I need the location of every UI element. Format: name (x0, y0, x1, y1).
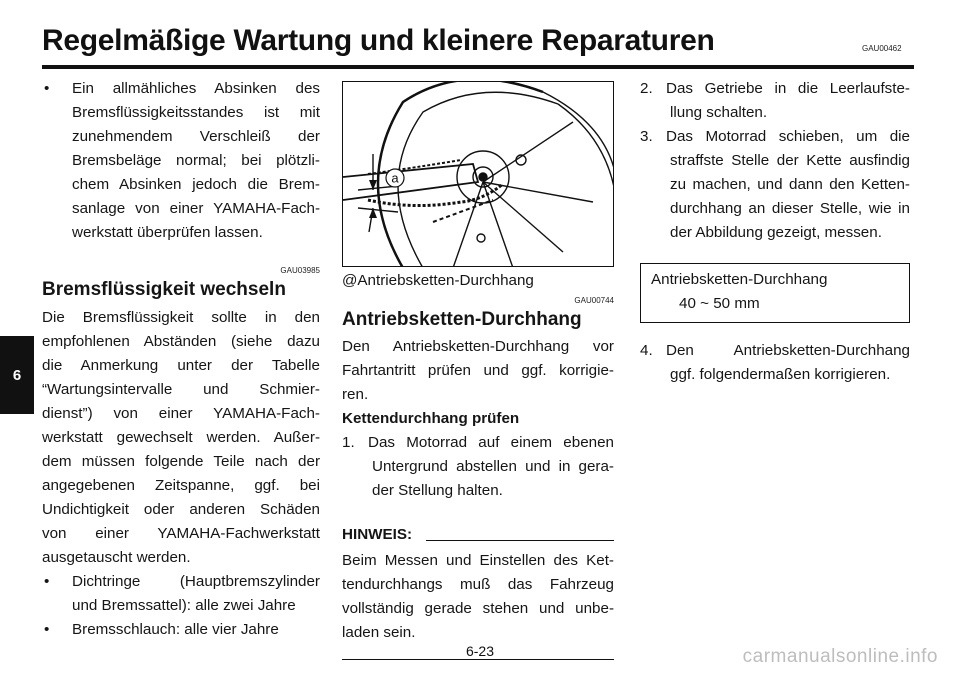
title-code: GAU00462 (862, 44, 902, 53)
step-number: 2. (640, 80, 653, 97)
para-line: dienst”) von einer YAMAHA-Fach- (42, 405, 320, 422)
section-paragraph (42, 306, 320, 570)
bullet-line: Bremsflüssigkeitsstandes ist mit (72, 104, 320, 121)
para-line: ausgetauscht werden. (42, 549, 191, 566)
bullet-line: Dichtringe (Hauptbremszylinder (72, 573, 320, 590)
title-rule (42, 65, 914, 69)
step-line: straffste Stelle der Kette ausfindig (670, 152, 910, 169)
step-line: ggf. folgendermaßen korrigieren. (670, 366, 891, 383)
chapter-tab: 6 (0, 336, 34, 414)
step-line: Das Getriebe in die Leerlaufste- (666, 80, 910, 97)
column-right (640, 77, 910, 387)
para-line: ren. (342, 386, 369, 403)
step-line: Untergrund abstellen und in gera- (372, 458, 614, 475)
step-2 (640, 77, 910, 125)
spec-value: 40 ~ 50 mm (679, 295, 760, 312)
note-line: vollständig gerade stehen und unbe- (342, 600, 614, 617)
note-end-rule (342, 659, 614, 660)
bullet-line: und Bremssattel): alle zwei Jahre (72, 597, 296, 614)
para-line: “Wartungsintervalle und Schmier- (42, 381, 320, 398)
step-line: der Stellung halten. (372, 482, 503, 499)
note-text (342, 549, 614, 645)
bullet-line: sanlage von einer YAMAHA-Fach- (72, 200, 320, 217)
step-1 (342, 431, 614, 503)
step-number: 1. (342, 434, 355, 451)
step-line: Den Antriebsketten-Durchhang (666, 342, 910, 359)
spec-label: Antriebsketten-Durchhang (651, 271, 828, 288)
step-line: Das Motorrad auf einem ebenen (368, 434, 614, 451)
section-heading: Bremsflüssigkeit wechseln (42, 279, 286, 300)
note-header (342, 523, 614, 547)
column-middle (342, 77, 614, 660)
watermark: carmanualsonline.info (742, 646, 938, 667)
bullet-line: Ein allmähliches Absinken des (72, 80, 320, 97)
bullet-dot: • (44, 80, 50, 97)
bullet-seals (42, 570, 320, 618)
page-number: 6-23 (465, 643, 495, 659)
step-line: llung schalten. (670, 104, 768, 121)
figure-callout-label: a (391, 170, 399, 186)
step-4 (640, 339, 910, 387)
bullet-line: zunehmendem Verschleiß der (72, 128, 320, 145)
para-line: Die Bremsflüssigkeit sollte in den (42, 309, 320, 326)
section-code: GAU03985 (280, 266, 320, 275)
column-left (42, 77, 320, 642)
para-line: Den Antriebsketten-Durchhang vor (342, 338, 614, 355)
bullet-line: Bremsschlauch: alle vier Jahre (72, 621, 279, 638)
para-line: werkstatt gewechselt werden. Außer- (42, 429, 320, 446)
para-line: angegebenen Zeitspanne, ggf. bei (42, 477, 320, 494)
figure-caption: @Antriebsketten-Durchhang (342, 272, 534, 289)
step-number: 3. (640, 128, 653, 145)
step-3 (640, 125, 910, 245)
page-title: Regelmäßige Wartung und kleinere Reparaturen (42, 24, 715, 57)
spec-box (640, 263, 910, 323)
bullet-dot: • (44, 621, 50, 638)
step-line: zu machen, und dann den Ketten- (670, 176, 910, 193)
note-line: tendurchhangs muß das Fahrzeug (342, 576, 614, 593)
note-line: Beim Messen und Einstellen des Ket- (342, 552, 614, 569)
bullet-brake-hose (42, 618, 320, 642)
para-line: die Anmerkung unter der Tabelle (42, 357, 320, 374)
note-label: HINWEIS: (342, 526, 413, 543)
step-line: Das Motorrad schieben, um die (666, 128, 910, 145)
note-line: laden sein. (342, 624, 416, 641)
sub-heading: Kettendurchhang prüfen (342, 410, 520, 427)
bullet-line: werkstatt überprüfen lassen. (72, 224, 263, 241)
section-code: GAU00744 (574, 296, 614, 305)
para-line: Fahrtantritt prüfen und ggf. korrigie- (342, 362, 614, 379)
bullet-dot: • (44, 573, 50, 590)
section-paragraph (342, 335, 614, 407)
chain-illustration (343, 82, 614, 267)
para-line: dem müssen folgende Teile nach der (42, 453, 320, 470)
section-heading: Antriebsketten-Durchhang (342, 309, 582, 330)
para-line: von einer YAMAHA-Fachwerkstatt (42, 525, 320, 542)
bullet-line: Bremsbeläge normal; bei plötzli- (72, 152, 320, 169)
note-rule (426, 540, 614, 541)
bullet-brake-fluid-level (42, 77, 320, 245)
step-line: durchhang an dieser Stelle, wie in (670, 200, 910, 217)
para-line: empfohlenen Abständen (siehe dazu (42, 333, 320, 350)
para-line: Undichtigkeit oder anderen Schäden (42, 501, 320, 518)
step-line: der Abbildung gezeigt, messen. (670, 224, 882, 241)
chain-slack-figure (342, 81, 614, 267)
bullet-line: chem Absinken jedoch die Brem- (72, 176, 320, 193)
step-number: 4. (640, 342, 653, 359)
